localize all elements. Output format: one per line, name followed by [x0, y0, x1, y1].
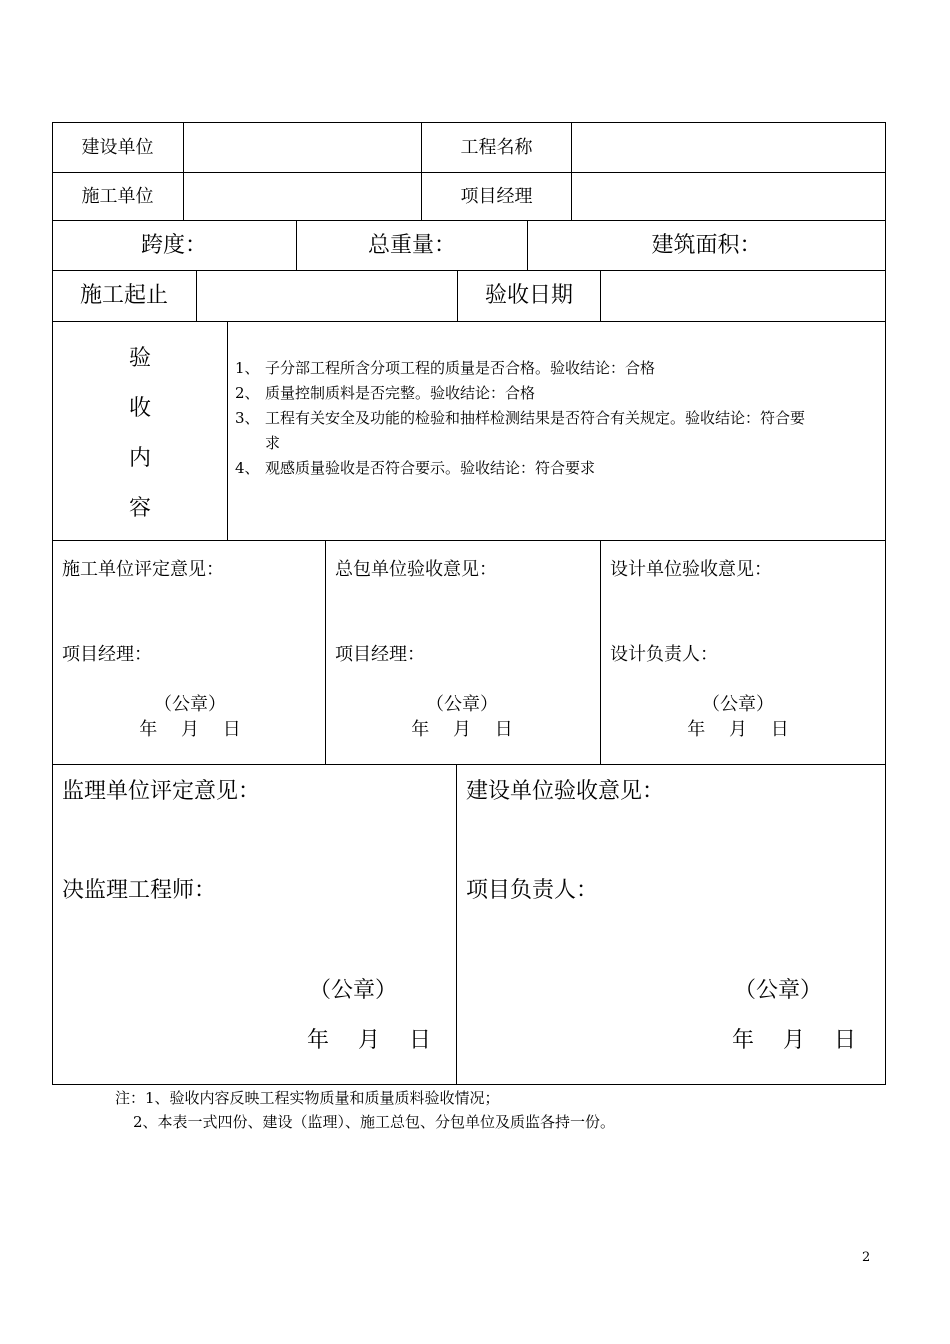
row-divider — [52, 540, 886, 541]
project-name-field[interactable] — [572, 123, 885, 172]
table-border-right — [885, 122, 886, 1085]
opinion-title: 总包单位验收意见： — [335, 559, 497, 580]
owner-field[interactable] — [184, 123, 421, 172]
owner-label: 建设单位 — [81, 137, 154, 158]
span-label: 跨度： — [140, 233, 207, 258]
contractor-field[interactable] — [184, 173, 421, 220]
building-area-label: 建筑面积： — [651, 233, 762, 258]
list-item-number: 1、 — [235, 359, 260, 377]
signer-label: 项目负责人： — [466, 878, 599, 903]
date-label: 年 月 日 — [687, 719, 789, 740]
signer-label: 项目经理： — [335, 644, 425, 665]
list-item: 观感质量验收是否符合要示。验收结论：符合要求 — [265, 459, 596, 477]
table-border-bottom — [52, 1084, 886, 1085]
footnote-line: 注：1、验收内容反映工程实物质量和质量质料验收情况； — [115, 1089, 500, 1107]
signer-label: 设计负责人： — [610, 644, 718, 665]
list-item: 子分部工程所含分项工程的质量是否合格。验收结论：合格 — [265, 359, 656, 377]
acceptance-date-field[interactable] — [601, 271, 885, 321]
project-manager-label: 项目经理 — [460, 186, 533, 207]
col-divider — [227, 321, 228, 540]
official-seal-label: （公章） — [426, 694, 498, 715]
list-item-continuation: 求 — [265, 434, 281, 452]
opinion-title: 建设单位验收意见： — [466, 779, 665, 804]
opinion-title: 监理单位评定意见： — [62, 779, 261, 804]
date-label: 年 月 日 — [307, 1028, 431, 1053]
list-item-number: 4、 — [235, 459, 260, 477]
list-item: 工程有关安全及功能的检验和抽样检测结果是否符合有关规定。验收结论：符合要 — [265, 409, 806, 427]
official-seal-label: （公章） — [702, 694, 774, 715]
row-divider — [52, 321, 886, 322]
acceptance-date-label: 验收日期 — [484, 283, 573, 308]
opinion-title: 设计单位验收意见： — [610, 559, 772, 580]
date-label: 年 月 日 — [139, 719, 241, 740]
construction-period-field[interactable] — [197, 271, 457, 321]
opinion-title: 施工单位评定意见： — [62, 559, 224, 580]
list-item: 质量控制质料是否完整。验收结论：合格 — [265, 384, 536, 402]
side-char: 收 — [128, 396, 151, 421]
date-label: 年 月 日 — [411, 719, 513, 740]
side-char: 内 — [128, 446, 151, 471]
col-divider — [600, 540, 601, 764]
side-char: 验 — [128, 346, 151, 371]
official-seal-label: （公章） — [154, 694, 226, 715]
col-divider — [325, 540, 326, 764]
row-divider — [52, 764, 886, 765]
row-divider — [52, 220, 886, 221]
construction-period-label: 施工起止 — [79, 283, 168, 308]
project-manager-field[interactable] — [572, 173, 885, 220]
footnote-line: 2、本表一式四份、建设（监理）、施工总包、分包单位及质监各持一份。 — [133, 1113, 616, 1131]
table-border-left — [52, 122, 53, 1085]
signer-label: 项目经理： — [62, 644, 152, 665]
list-item-number: 2、 — [235, 384, 260, 402]
contractor-label: 施工单位 — [81, 186, 154, 207]
official-seal-label: （公章） — [308, 978, 397, 1003]
side-char: 容 — [128, 496, 151, 521]
page-number: 2 — [862, 1250, 871, 1265]
total-weight-label: 总重量： — [367, 233, 456, 258]
signer-label: 决监理工程师： — [62, 878, 217, 903]
list-item-number: 3、 — [235, 409, 260, 427]
project-name-label: 工程名称 — [460, 137, 533, 158]
date-label: 年 月 日 — [732, 1028, 856, 1053]
official-seal-label: （公章） — [733, 978, 822, 1003]
